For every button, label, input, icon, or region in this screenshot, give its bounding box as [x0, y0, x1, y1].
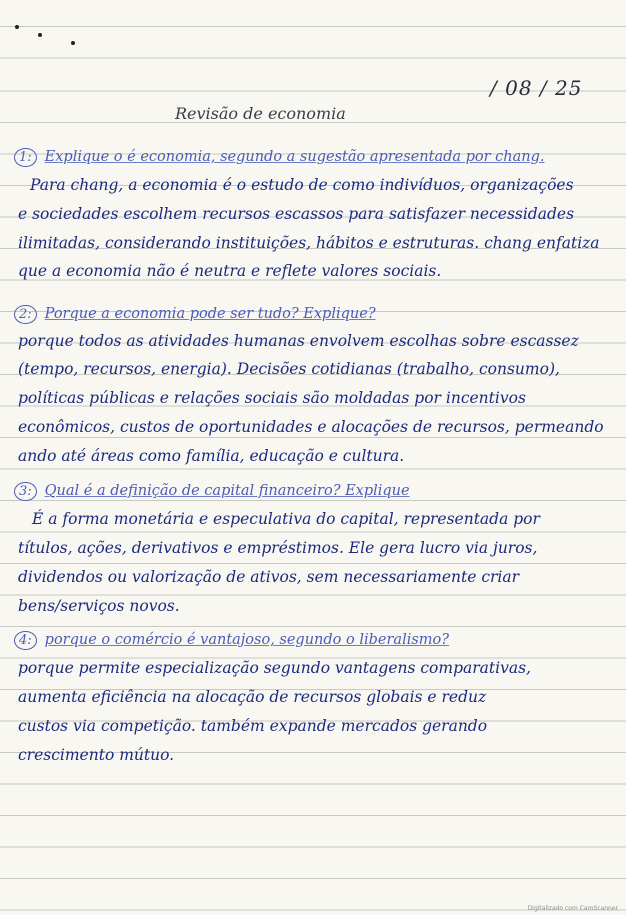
answer-line: bens/serviços novos. — [18, 597, 180, 615]
question-number: 1: — [14, 148, 37, 167]
answer-line: dividendos ou valorização de ativos, sem necessariamente criar — [18, 568, 520, 586]
answer-line: que a economia não é neutra e reflete valores sociais. — [18, 262, 442, 280]
answer-line: (tempo, recursos, energia). Decisões cotidianas (trabalho, consumo), — [18, 360, 560, 378]
answer-line: custos via competição. também expande mercados gerando — [18, 717, 488, 735]
answer-line: políticas públicas e relações sociais são moldadas por incentivos — [18, 389, 526, 407]
question-1 — [14, 148, 545, 167]
binder-hole-mark — [38, 33, 42, 37]
answer-line: Para chang, a economia é o estudo de como indivíduos, organizações — [30, 176, 574, 194]
question-3 — [14, 482, 410, 501]
answer-line: títulos, ações, derivativos e empréstimos. Ele gera lucro via juros, — [18, 539, 538, 557]
question-number: 4: — [14, 631, 37, 650]
question-4 — [14, 631, 449, 650]
question-number: 3: — [14, 482, 37, 501]
answer-line: ilimitadas, considerando instituições, hábitos e estruturas. chang enfatiza — [18, 234, 600, 252]
question-2 — [14, 305, 376, 324]
question-text: Qual é a definição de capital financeiro? Explique — [44, 483, 410, 499]
answer-line: ando até áreas como família, educação e cultura. — [18, 447, 405, 465]
binder-hole-mark — [15, 25, 19, 29]
binder-hole-mark — [71, 41, 75, 45]
question-text: Explique o é economia, segundo a sugestão apresentada por chang. — [44, 149, 545, 165]
page-title: Revisão de economia — [175, 104, 346, 123]
scanner-footer: Digitalizado com CamScanner — [527, 905, 618, 912]
answer-line: porque permite especialização segundo vantagens comparativas, — [18, 659, 531, 677]
answer-line: porque todos as atividades humanas envolvem escolhas sobre escassez — [18, 332, 579, 350]
answer-line: aumenta eficiência na alocação de recursos globais e reduz — [18, 688, 487, 706]
page-date: / 08 / 25 — [490, 76, 583, 100]
answer-line: e sociedades escolhem recursos escassos para satisfazer necessidades — [18, 205, 575, 223]
question-text: Porque a economia pode ser tudo? Explique? — [44, 306, 376, 322]
answer-line: É a forma monetária e especulativa do capital, representada por — [32, 510, 540, 528]
answer-line: econômicos, custos de oportunidades e alocações de recursos, permeando — [18, 418, 604, 436]
question-text: porque o comércio é vantajoso, segundo o liberalismo? — [44, 632, 450, 648]
question-number: 2: — [14, 305, 37, 324]
answer-line: crescimento mútuo. — [18, 746, 175, 764]
